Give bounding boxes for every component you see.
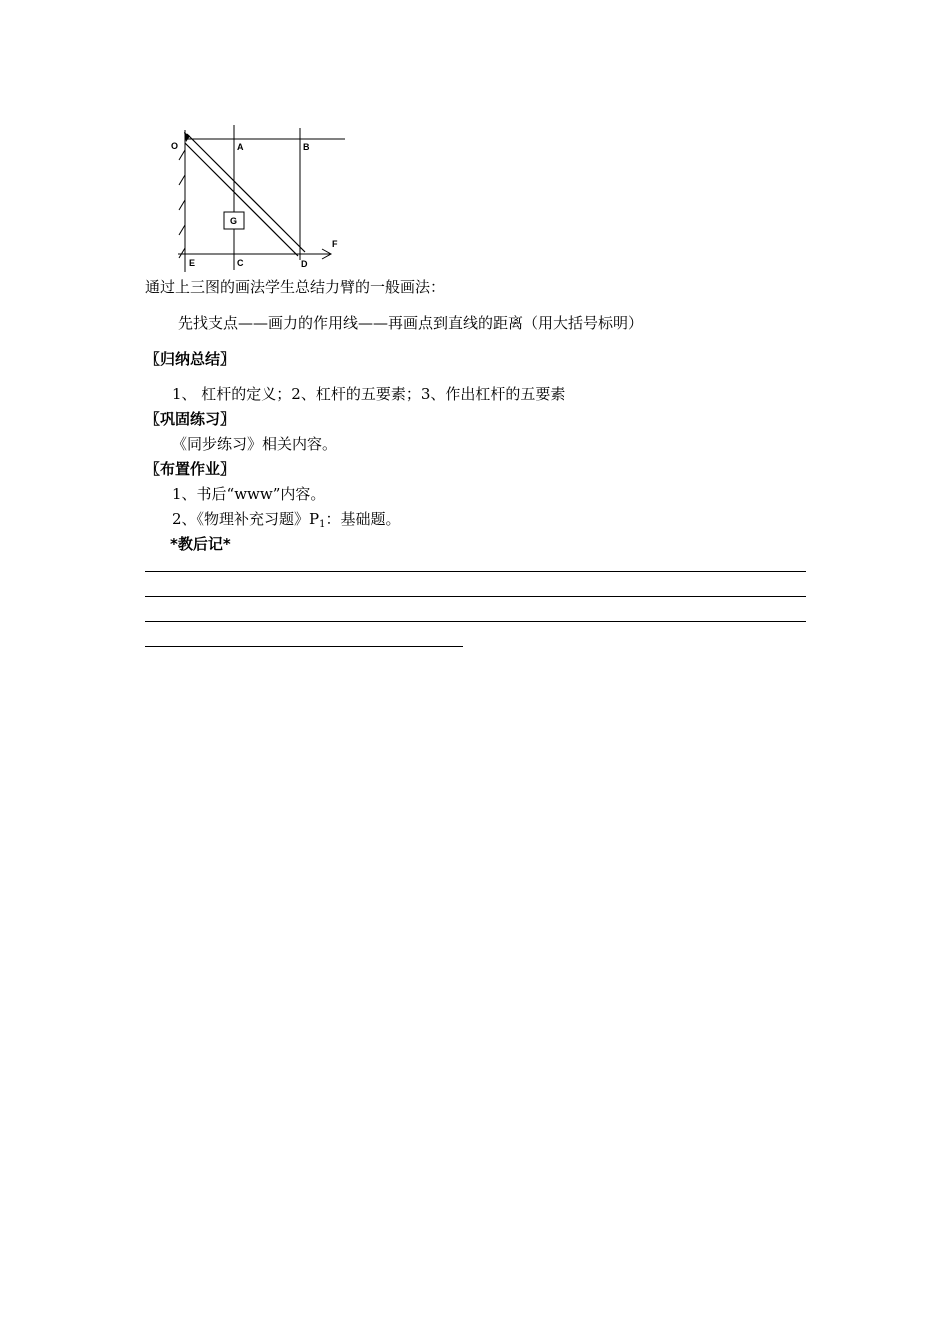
practice-body: 《同步练习》相关内容。	[172, 435, 338, 453]
notes-rule-4	[145, 646, 463, 647]
label-f: F	[332, 239, 338, 249]
practice-heading: 〖巩固练习〗	[145, 410, 236, 428]
label-a: A	[237, 142, 244, 152]
label-d: D	[301, 259, 308, 269]
notes-heading: *教后记*	[170, 535, 231, 553]
label-e: E	[189, 258, 196, 268]
notes-rule-1	[145, 571, 806, 572]
notes-rule-2	[145, 596, 806, 597]
homework-item-2-post: ：基础题。	[325, 510, 401, 528]
summary-heading: 〖归纳总结〗	[145, 350, 236, 368]
homework-item-2-pre: 2、《物理补充习题》P	[172, 510, 320, 528]
label-g: G	[230, 216, 238, 226]
method-text: 先找支点——画力的作用线——再画点到直线的距离（用大括号标明）	[178, 314, 644, 332]
notes-rule-3	[145, 621, 806, 622]
label-b: B	[303, 142, 310, 152]
lever-edge-lower	[185, 143, 298, 256]
label-c: C	[237, 258, 244, 268]
homework-item-2-sub: 1	[319, 519, 326, 530]
homework-heading: 〖布置作业〗	[145, 460, 236, 478]
homework-item-2	[172, 509, 401, 535]
label-o: O	[171, 141, 179, 151]
lever-edge-upper	[187, 134, 305, 252]
homework-item-1: 1、书后“www”内容。	[172, 485, 326, 503]
intro-text: 通过上三图的画法学生总结力臂的一般画法：	[145, 278, 446, 296]
wall-hatch	[179, 150, 185, 258]
summary-body: 1、 杠杆的定义；2、杠杆的五要素；3、作出杠杆的五要素	[172, 385, 566, 403]
lever-diagram	[160, 120, 360, 275]
